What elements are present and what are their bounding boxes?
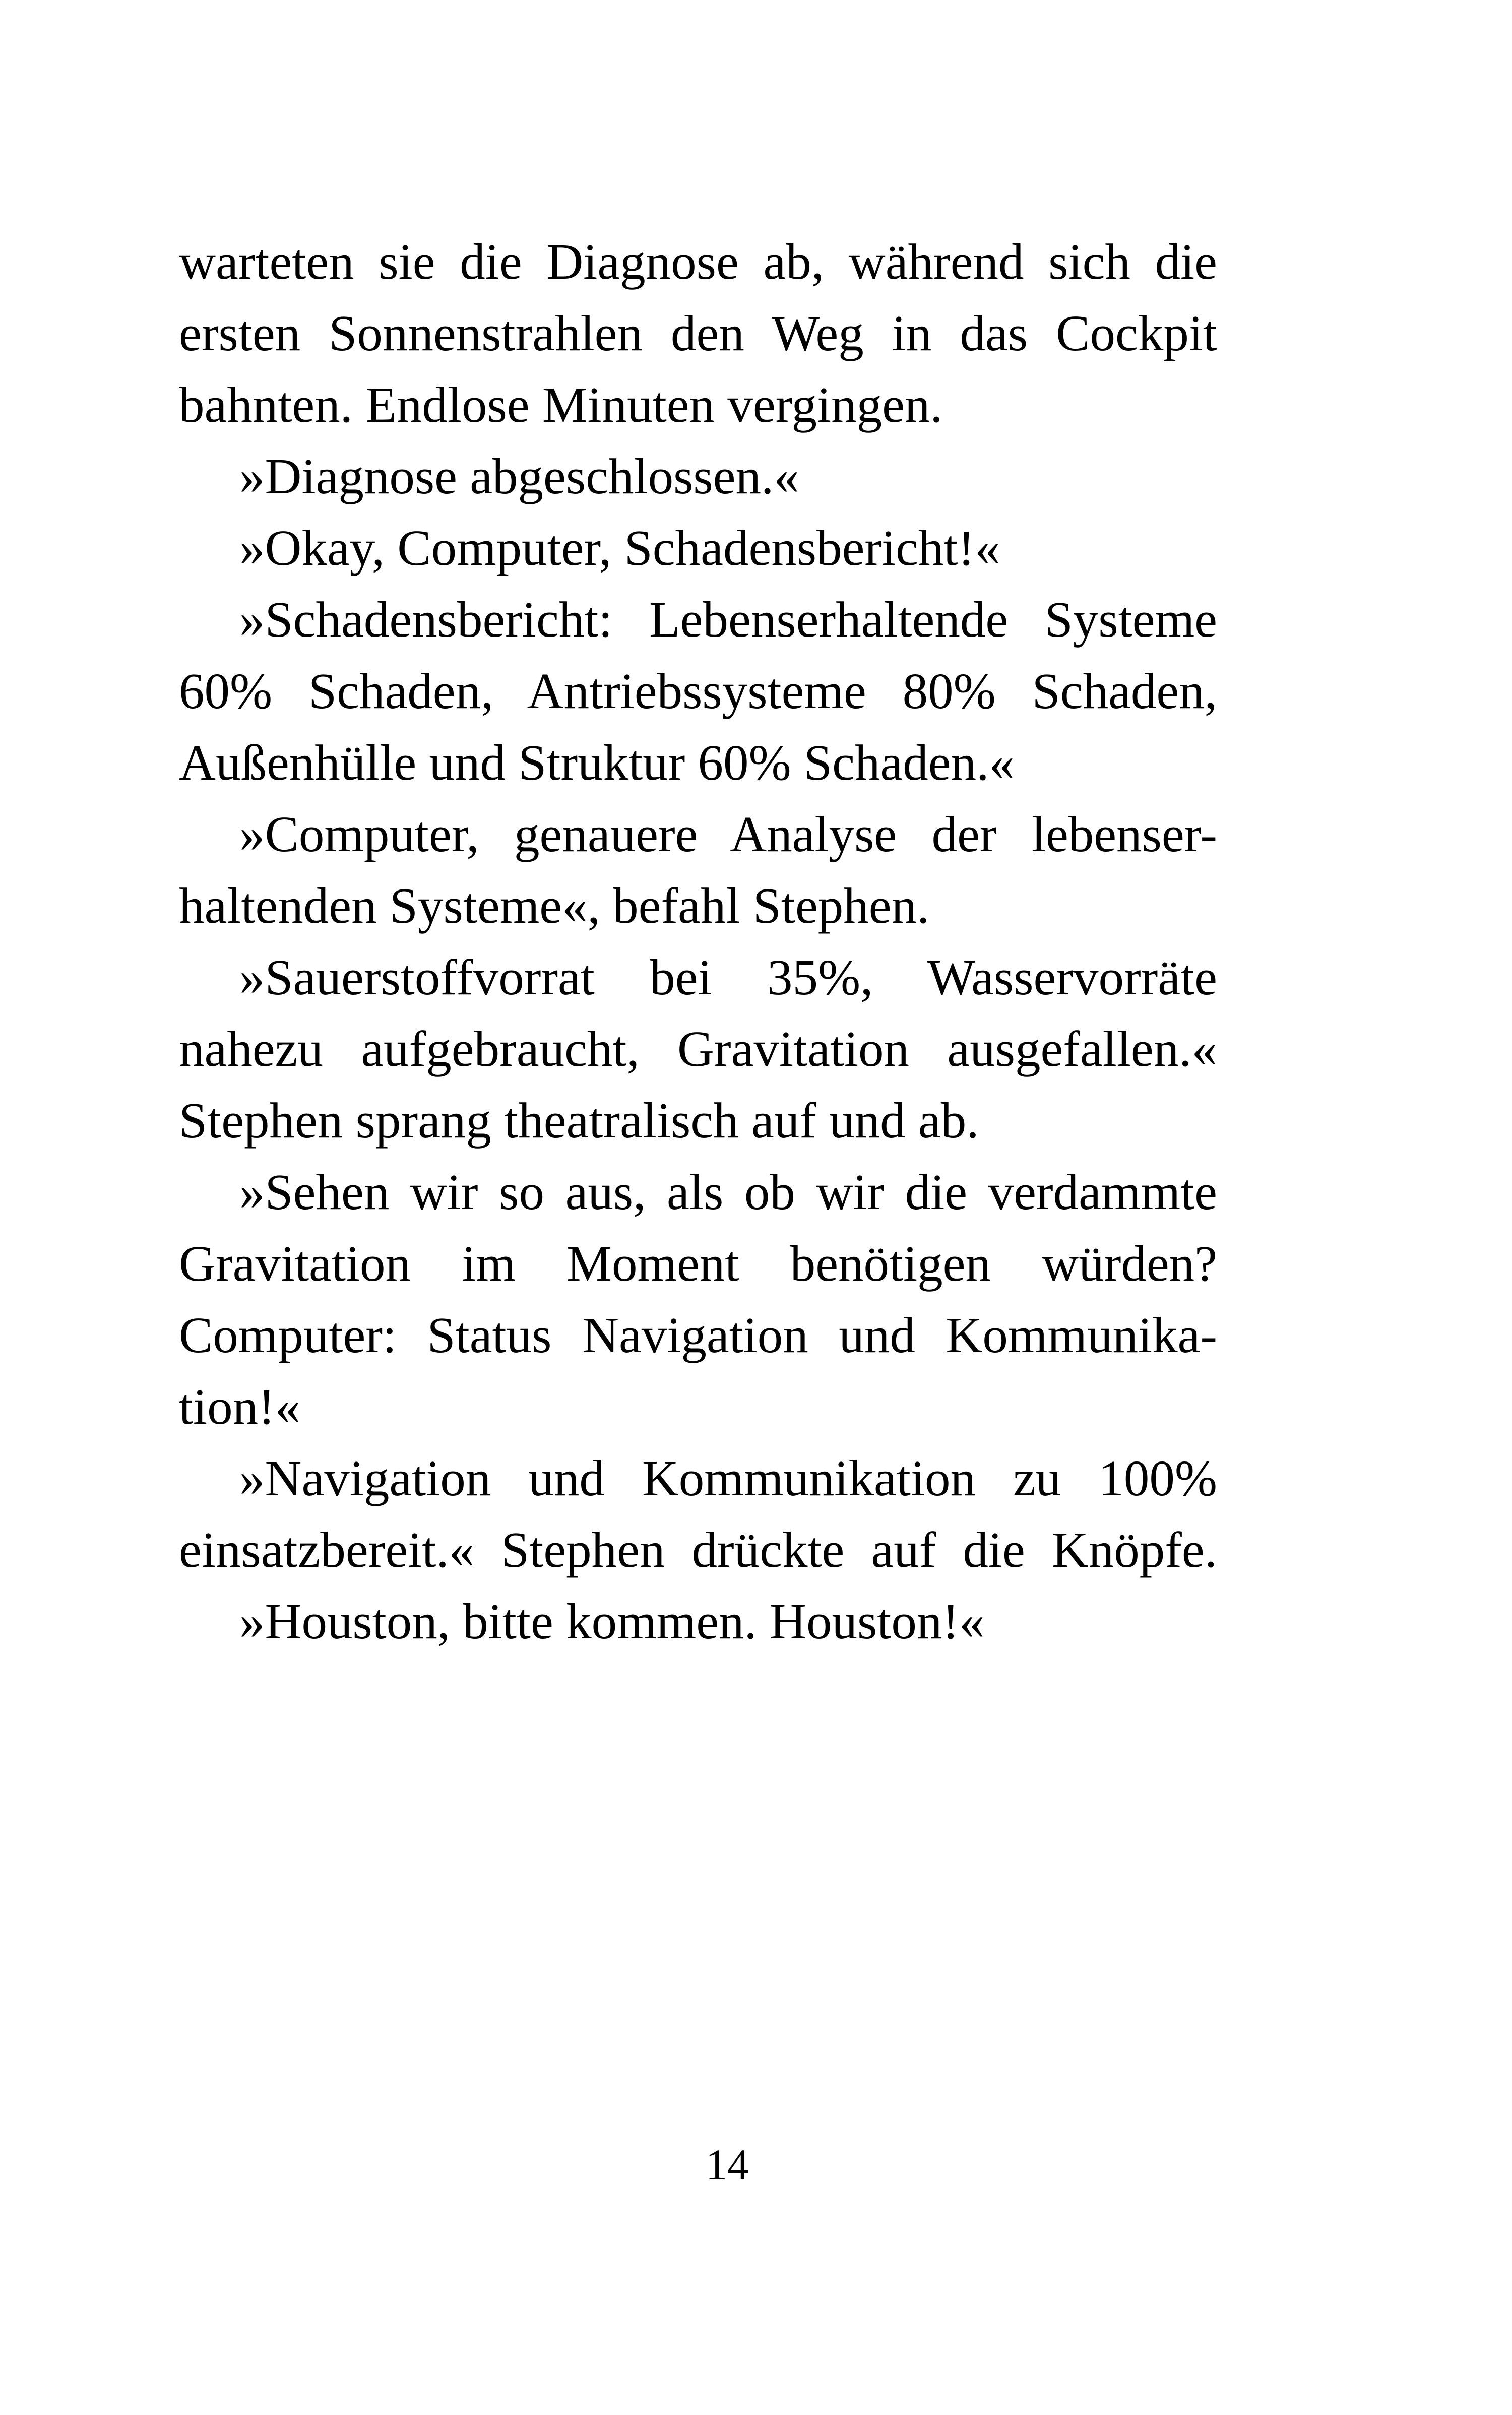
text-line: Stephen sprang theatralisch auf und ab. [179, 1092, 979, 1149]
text-line: Gravitation im Moment benötigen würden? [179, 1235, 1217, 1292]
text-line: ersten Sonnenstrahlen den Weg in das Cockpit [179, 305, 1217, 361]
text-line: »Diagnose abgeschlossen.« [239, 448, 799, 504]
text-line: »Sehen wir so aus, als ob wir die verdammte [239, 1164, 1217, 1220]
page-body [179, 226, 1217, 1657]
text-line: »Computer, genauere Analyse der lebenser- [239, 806, 1217, 862]
text-line: haltenden Systeme«, befahl Stephen. [179, 877, 930, 934]
text-line: bahnten. Endlose Minuten vergingen. [179, 376, 943, 433]
text-line: »Schadensbericht: Lebenserhaltende Systeme [239, 591, 1217, 648]
text-line: 60% Schaden, Antriebssysteme 80% Schaden, [179, 663, 1217, 719]
text-line: »Navigation und Kommunikation zu 100% [239, 1450, 1217, 1506]
text-line: »Sauerstoffvorrat bei 35%, Wasservorräte [239, 949, 1217, 1005]
text-line: tion!« [179, 1378, 301, 1435]
text-line: nahezu aufgebraucht, Gravitation ausgefallen.« [179, 1021, 1217, 1077]
text-line: Computer: Status Navigation und Kommunika- [179, 1307, 1217, 1363]
text-line: Außenhülle und Struktur 60% Schaden.« [179, 734, 1015, 791]
text-line: »Houston, bitte kommen. Houston!« [239, 1593, 985, 1649]
text-line: warteten sie die Diagnose ab, während sich die [179, 233, 1217, 290]
page-number: 14 [706, 2140, 749, 2189]
text-line: »Okay, Computer, Schadensbericht!« [239, 520, 1000, 576]
text-line: einsatzbereit.« Stephen drückte auf die Knöpfe. [179, 1521, 1217, 1578]
